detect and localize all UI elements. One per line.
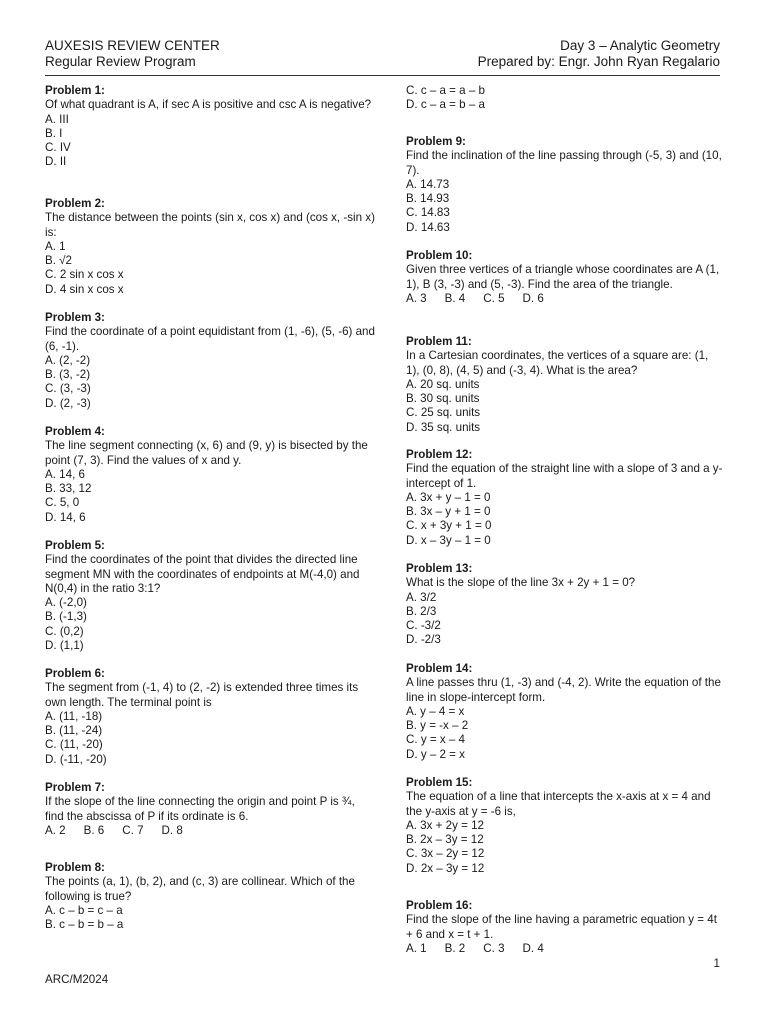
problem-3 (45, 311, 375, 411)
problem-13 (406, 562, 724, 648)
options-row (406, 942, 724, 956)
option: D. 8 (161, 823, 183, 837)
page-header (45, 38, 720, 74)
option: C. -3/2 (406, 619, 441, 633)
option: A. 3 (406, 291, 427, 305)
problem-title: Problem 9: (406, 135, 466, 148)
problem-title: Problem 6: (45, 667, 105, 680)
option: A. (2, -2) (45, 353, 91, 367)
problem-question: Find the equation of the straight line with a slope of 3 and a y-intercept of 1. (406, 462, 723, 490)
option: C. 2 sin x cos x (45, 268, 124, 282)
problem-title: Problem 11: (406, 335, 472, 348)
option: C. (11, -20) (45, 738, 103, 752)
problem-title: Problem 15: (406, 776, 473, 789)
option: D. x – 3y – 1 = 0 (406, 533, 491, 547)
page-number: 1 (713, 957, 720, 970)
option: D. (2, -3) (45, 396, 91, 410)
option: C. 14.83 (406, 206, 450, 220)
option: D. (-11, -20) (45, 752, 107, 766)
problem-title: Problem 12: (406, 448, 473, 461)
problem-8-continued (406, 84, 724, 113)
option: B. 3x – y + 1 = 0 (406, 505, 491, 519)
problem-title: Problem 8: (45, 861, 105, 874)
problem-15 (406, 776, 724, 876)
problem-question: Of what quadrant is A, if sec A is positive and csc A is negative? (45, 98, 372, 112)
problem-12 (406, 448, 724, 548)
problem-question: What is the slope of the line 3x + 2y + 1 = 0? (406, 576, 636, 590)
option: A. y – 4 = x (406, 704, 465, 718)
problem-question: The points (a, 1), (b, 2), and (c, 3) are collinear. Which of the following is true? (45, 875, 355, 903)
problem-2 (45, 197, 375, 297)
option: D. -2/3 (406, 633, 441, 647)
option: D. 4 (522, 941, 544, 955)
option: B. √2 (45, 254, 72, 268)
footer-code: ARC/M2024 (45, 973, 109, 986)
option: A. c – b = c – a (45, 903, 123, 917)
option: A. (-2,0) (45, 596, 87, 610)
header-divider (45, 75, 720, 76)
option: B. 2x – 3y = 12 (406, 833, 484, 847)
problem-8 (45, 861, 375, 932)
option: B. 2 (444, 941, 466, 955)
option: C. 3 (483, 941, 505, 955)
option: B. (11, -24) (45, 724, 103, 738)
option: C. (3, -3) (45, 382, 91, 396)
option: B. y = -x – 2 (406, 719, 469, 733)
option: C. 3x – 2y = 12 (406, 847, 485, 861)
option: B. 2/3 (406, 604, 437, 618)
problem-5 (45, 539, 375, 653)
problem-question: A line passes thru (1, -3) and (-4, 2). Write the equation of the line in slope-intercept form. (406, 676, 721, 704)
option: A. 2 (45, 823, 66, 837)
problem-title: Problem 16: (406, 899, 473, 912)
option: A. 1 (406, 941, 427, 955)
option: D. 14.63 (406, 220, 450, 234)
problem-question: Given three vertices of a triangle whose coordinates are A (1, 1), B (3, -3) and (5, -3). Find the area of the triangle. (406, 263, 720, 291)
option: B. I (45, 126, 63, 140)
option: D. 14, 6 (45, 510, 86, 524)
option: B. (-1,3) (45, 610, 87, 624)
org-name: AUXESIS REVIEW CENTER (45, 38, 220, 53)
problem-14 (406, 662, 724, 762)
problem-4 (45, 425, 375, 525)
problem-question: The segment from (-1, 4) to (2, -2) is extended three times its own length. The terminal point is (45, 681, 359, 709)
option: D. II (45, 155, 67, 169)
problem-10 (406, 249, 724, 306)
options-row (406, 292, 724, 306)
option: A. 3x + 2y = 12 (406, 818, 484, 832)
problem-title: Problem 1: (45, 84, 105, 97)
problem-title: Problem 4: (45, 425, 105, 438)
problem-question: In a Cartesian coordinates, the vertices of a square are: (1, 1), (0, 8), (4, 5) and (-3, 4). What is the area? (406, 349, 709, 377)
problem-question: Find the coordinate of a point equidistant from (1, -6), (5, -6) and (6, -1). (45, 325, 375, 353)
header-left (45, 38, 220, 70)
problem-6 (45, 667, 375, 767)
option: C. (0,2) (45, 624, 84, 638)
problem-title: Problem 2: (45, 197, 105, 210)
option: C. IV (45, 141, 71, 155)
problem-question: The distance between the points (sin x, cos x) and (cos x, -sin x) is: (45, 211, 375, 239)
problem-question: Find the slope of the line having a parametric equation y = 4t + 6 and x = t + 1. (406, 913, 717, 941)
problem-question: Find the inclination of the line passing through (-5, 3) and (10, 7). (406, 149, 722, 177)
option: B. (3, -2) (45, 368, 91, 382)
option: C. 25 sq. units (406, 406, 481, 420)
option: C. 5, 0 (45, 496, 80, 510)
problem-title: Problem 13: (406, 562, 473, 575)
option: A. 3x + y – 1 = 0 (406, 490, 491, 504)
problem-question: The equation of a line that intercepts the x-axis at x = 4 and the y-axis at y = -6 is, (406, 790, 711, 818)
option: B. 33, 12 (45, 482, 92, 496)
header-right (478, 38, 720, 70)
option: C. x + 3y + 1 = 0 (406, 519, 492, 533)
problem-title: Problem 10: (406, 249, 473, 262)
problem-7 (45, 781, 375, 838)
option: A. III (45, 112, 69, 126)
option: D. y – 2 = x (406, 747, 465, 761)
problem-16 (406, 899, 724, 956)
problem-question: If the slope of the line connecting the origin and point P is ¾, find the abscissa of P if its ordinate is 6. (45, 795, 355, 823)
option: A. 3/2 (406, 590, 437, 604)
option: B. 30 sq. units (406, 392, 480, 406)
options-row (45, 824, 375, 838)
prepared-by: Prepared by: Engr. John Ryan Regalario (477, 54, 720, 69)
problem-title: Problem 5: (45, 539, 105, 552)
option: C. 5 (483, 291, 505, 305)
option: C. c – a = a – b (406, 84, 485, 97)
doc-title: Day 3 – Analytic Geometry (560, 38, 720, 53)
option: D. (1,1) (45, 639, 84, 653)
problem-title: Problem 3: (45, 311, 105, 324)
option: A. 1 (45, 239, 66, 253)
option: B. 6 (83, 823, 105, 837)
problem-11 (406, 335, 724, 435)
option: D. 35 sq. units (406, 420, 481, 434)
option: D. 2x – 3y = 12 (406, 861, 485, 875)
problem-question: Find the coordinates of the point that divides the directed line segment MN with the coordinates of endpoints at M(-4,0) and N(0,4) in the ratio 3:1? (45, 553, 360, 595)
option: B. 4 (444, 291, 466, 305)
problem-question: The line segment connecting (x, 6) and (9, y) is bisected by the point (7, 3). Find the values of x and y. (45, 439, 368, 467)
option: A. 14, 6 (45, 467, 85, 481)
option: A. 14.73 (406, 177, 450, 191)
problem-9 (406, 135, 724, 235)
option: B. c – b = b – a (45, 918, 124, 932)
problem-title: Problem 14: (406, 662, 473, 675)
option: C. 7 (122, 823, 144, 837)
problem-1 (45, 84, 375, 170)
program-name: Regular Review Program (45, 54, 196, 69)
option: D. 4 sin x cos x (45, 282, 124, 296)
option: B. 14.93 (406, 192, 450, 206)
option: A. (11, -18) (45, 709, 103, 723)
option: A. 20 sq. units (406, 377, 480, 391)
option: C. y = x – 4 (406, 733, 465, 747)
option: D. c – a = b – a (406, 98, 485, 112)
option: D. 6 (522, 291, 544, 305)
problem-title: Problem 7: (45, 781, 105, 794)
